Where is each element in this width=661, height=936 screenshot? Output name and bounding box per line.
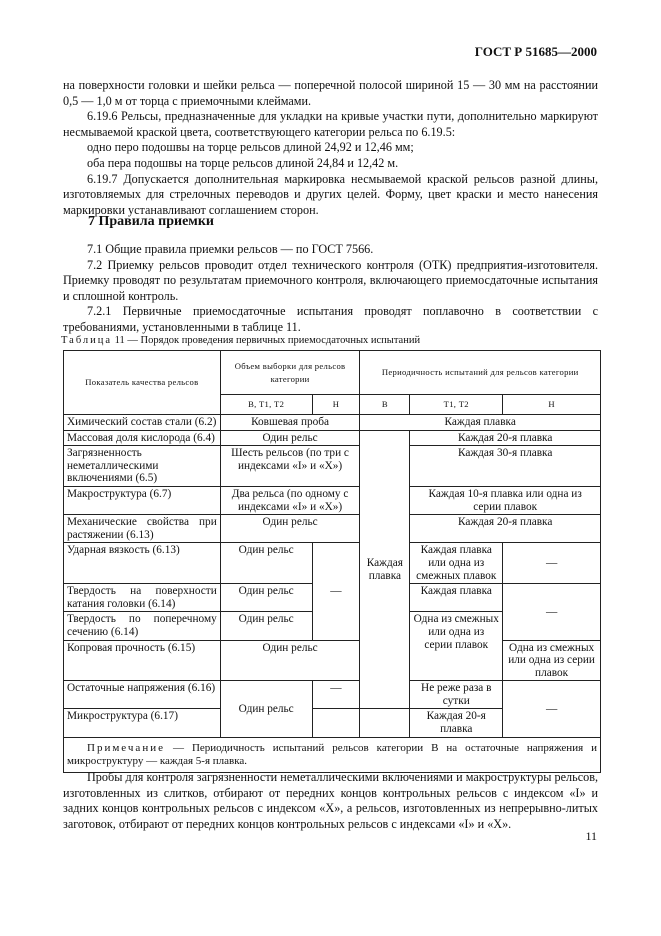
cell: Один рельс: [220, 584, 312, 612]
paragraph: на поверхности головки и шейки рельса — поперечной полосой шириной 15 — 30 мм на расстоянии 0,5 — 1,0 м от торца с приемочными клеймами.: [63, 78, 598, 108]
header-sample-volume: Объем выборки для рельсов категории: [220, 351, 360, 395]
table-row: [64, 515, 601, 543]
page-number: 11: [585, 829, 597, 843]
header-n-period: Н: [503, 395, 601, 415]
section-title: 7 Правила приемки: [88, 214, 214, 229]
cell: Каждая 30-я плавка: [410, 446, 601, 487]
row-name: Копровая прочность (6.15): [64, 640, 221, 681]
cell: Каждая 20-я плавка: [410, 430, 601, 446]
row-name: Механические свойства при растяжении (6.13): [64, 515, 221, 543]
cell: Каждая плавка: [360, 415, 601, 431]
header-n: Н: [312, 395, 360, 415]
table-row: [64, 486, 601, 514]
note-text: — Периодичность испытаний рельсов категории В на остаточные напряжения и микроструктуру — каждая 5-я плавка.: [67, 741, 597, 767]
cell: Ковшевая проба: [220, 415, 360, 431]
paragraph: оба пера подошвы на торце рельсов длиной 24,84 и 12,42 м.: [87, 155, 399, 170]
cell: Два рельса (по одному с индексами «I» и «Х»): [220, 486, 360, 514]
paragraph: 6.19.7 Допускается дополнительная маркировка несмываемой краской рельсов разной длины, изготовляемых для стрелочных переводов и других целей. Форму, цвет краски и место нанесения маркировки устанавливают соглашением сторон.: [63, 171, 598, 217]
paragraph: одно перо подошвы на торце рельсов длиной 24,92 и 12,46 мм;: [87, 140, 414, 155]
table-row: [64, 640, 601, 681]
paragraph: Пробы для контроля загрязненности неметаллическими включениями и макроструктуры рельсов, изготовленных из слитков, отбирают от передних концов контрольных рельсов с индексом «I» и задних концов контрольных рельсов с индексом «Х», а рельсов, изготовленных из непрерывно-литых заготовок, отбирают от передних концов контрольных рельсов с индексами «I» и «Х».: [63, 770, 598, 831]
row-name: Твердость на поверхности катания головки (6.14): [64, 584, 221, 612]
cell: Каждая плавка или одна из смежных плавок: [410, 543, 503, 584]
cell: Одна из смежных или одна из серии плавок: [503, 640, 601, 681]
header-b-t1-t2: В, Т1, Т2: [220, 395, 312, 415]
table-note: [64, 737, 601, 772]
cell: Один рельс: [220, 543, 312, 584]
cell: Одна из смежных или одна из серии плавок: [410, 612, 503, 681]
table-caption-word: Таблица: [61, 335, 113, 346]
paragraph: 7.2 Приемку рельсов проводит отдел технического контроля (ОТК) предприятия-изготовителя. Приемку проводят по результатам приемочного контроля, включающего приемосдаточные испытания и сплошной контроль.: [63, 257, 598, 303]
b-category-cell: Каждая плавка: [360, 430, 410, 709]
table-row: [64, 430, 601, 446]
header-periodicity: Периодичность испытаний для рельсов категории: [360, 351, 601, 395]
cell: Каждая 20-я плавка: [410, 709, 503, 737]
row-name: Остаточные напряжения (6.16): [64, 681, 221, 709]
paragraph: 7.1 Общие правила приемки рельсов — по ГОСТ 7566.: [87, 242, 374, 256]
cell: —: [503, 543, 601, 584]
cell: Один рельс: [220, 430, 360, 446]
table-caption-text: 11 — Порядок проведения первичных приемосдаточных испытаний: [112, 335, 421, 346]
cell: [360, 709, 410, 737]
cell: —: [312, 681, 360, 709]
cell: Не реже раза в сутки: [410, 681, 503, 709]
cell: Один рельс: [220, 640, 360, 681]
cell: Каждая плавка: [410, 584, 503, 612]
table-row: [64, 681, 601, 709]
paragraph: 6.19.6 Рельсы, предназначенные для укладки на кривые участки пути, дополнительно маркируют несмываемой краской цвета, соответствующего категории рельса по 6.19.5:: [63, 109, 598, 139]
top-text-block: [63, 78, 598, 218]
row-name: Ударная вязкость (6.13): [64, 543, 221, 584]
table-note-row: [64, 737, 601, 772]
header-b: В: [360, 395, 410, 415]
cell: [312, 709, 360, 737]
cell: Один рельс: [220, 515, 360, 543]
n-volume-dash: —: [312, 543, 360, 640]
cell: Один рельс: [220, 612, 312, 640]
table-row: [64, 543, 601, 584]
after-table-text: [63, 770, 598, 832]
table-row: [64, 446, 601, 487]
row-name: Твердость по поперечному сечению (6.14): [64, 612, 221, 640]
header-t1-t2: Т1, Т2: [410, 395, 503, 415]
cell: Один рельс: [220, 681, 312, 737]
row-name: Макроструктура (6.7): [64, 486, 221, 514]
cell: Каждая 20-я плавка: [410, 515, 601, 543]
n-period-dash: —: [503, 584, 601, 640]
cell: Каждая 10-я плавка или одна из серии плавок: [410, 486, 601, 514]
row-name: Химический состав стали (6.2): [64, 415, 221, 431]
document-number: ГОСТ Р 51685—2000: [474, 44, 597, 59]
section-text-block: [63, 242, 598, 336]
row-name: Загрязненность неметаллическими включениями (6.5): [64, 446, 221, 487]
note-word: Примечание: [87, 741, 165, 754]
paragraph: 7.2.1 Первичные приемосдаточные испытания проводят поплавочно в соответствии с требованиями, установленными в таблице 11.: [63, 304, 598, 334]
table-caption: [61, 335, 420, 346]
header-indicator: Показатель качества рельсов: [64, 351, 221, 415]
row-name: Массовая доля кислорода (6.4): [64, 430, 221, 446]
cell: —: [503, 681, 601, 737]
table-row: [64, 415, 601, 431]
row-name: Микроструктура (6.17): [64, 709, 221, 737]
cell: Шесть рельсов (по три с индексами «I» и «Х»): [220, 446, 360, 487]
inspection-table: [63, 350, 601, 773]
